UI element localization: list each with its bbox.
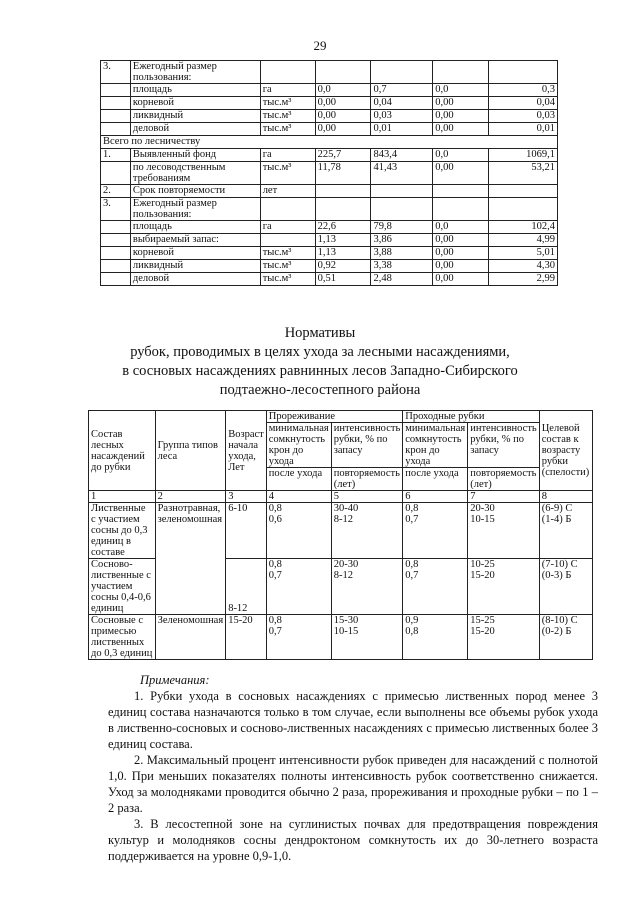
value-col-1: 1,13 <box>315 247 371 260</box>
value-total <box>489 198 558 221</box>
value-col-1: 0,00 <box>315 110 371 123</box>
row-label: Ежегодный размер пользования: <box>130 198 260 221</box>
volume-row <box>101 162 558 185</box>
row-label: деловой <box>130 273 260 286</box>
row-number <box>101 84 131 97</box>
row-number: 3. <box>101 61 131 84</box>
header-start-age: Возраст начала ухода, Лет <box>226 411 267 491</box>
value-col-2 <box>371 61 433 84</box>
row-unit: тыс.м³ <box>260 247 315 260</box>
row-number <box>101 234 131 247</box>
row3-c4: 0,8 0,7 <box>266 615 331 660</box>
value-total: 4,99 <box>489 234 558 247</box>
value-col-1: 11,78 <box>315 162 371 185</box>
row-unit: тыс.м³ <box>260 273 315 286</box>
row-number <box>101 260 131 273</box>
thinning-norms-table <box>88 410 593 660</box>
row-label: Срок повторяемости <box>130 185 260 198</box>
row2-age: 8-12 <box>226 559 267 615</box>
column-number: 1 <box>89 491 156 503</box>
section-subtitle-2: в сосновых насаждениях равнинных лесов Западно-Сибирского <box>122 363 518 379</box>
header-thinning: Прореживание <box>266 411 402 423</box>
row3-c5: 15-30 10-15 <box>331 615 403 660</box>
volume-row <box>101 247 558 260</box>
row-label: выбираемый запас: <box>130 234 260 247</box>
header-thinning-repeat: повторяемость (лет) <box>331 468 403 491</box>
header-passage-cutting: Проходные рубки <box>403 411 539 423</box>
row-number <box>101 273 131 286</box>
value-col-2: 2,48 <box>371 273 433 286</box>
row-label: ликвидный <box>130 260 260 273</box>
row-label: корневой <box>130 97 260 110</box>
value-col-3: 0,00 <box>433 247 489 260</box>
header-passage-after: после ухода <box>403 468 468 491</box>
row-label: корневой <box>130 247 260 260</box>
volume-row <box>101 61 558 84</box>
row3-age: 15-20 <box>226 615 267 660</box>
row-label: площадь <box>130 221 260 234</box>
value-col-3 <box>433 185 489 198</box>
row-number <box>101 247 131 260</box>
note-1: 1. Рубки ухода в сосновых насаждениях с примесью лиственных пород менее 3 единиц состава назначаются только в том случае, если выполнены все объемы рубок ухода в лиственно-сосновых и сосново-лиственных насаждениях с примесью лиственных более 3 единиц состава. <box>108 689 598 751</box>
notes-heading: Примечания: <box>140 673 210 687</box>
row-unit <box>260 234 315 247</box>
value-col-1 <box>315 61 371 84</box>
volume-row <box>101 185 558 198</box>
header-thinning-intensity: интенсивность рубки, % по запасу <box>331 423 403 468</box>
row-number: 3. <box>101 198 131 221</box>
row2-c6: 0,8 0,7 <box>403 559 468 615</box>
row-unit: тыс.м³ <box>260 97 315 110</box>
notes-section <box>108 672 598 864</box>
value-col-1: 0,00 <box>315 97 371 110</box>
row2-c4: 0,8 0,7 <box>266 559 331 615</box>
value-col-2: 0,01 <box>371 123 433 136</box>
column-number: 3 <box>226 491 267 503</box>
header-passage-min-closure: минимальная сомкнутость крон до ухода <box>403 423 468 468</box>
row1-c4: 0,8 0,6 <box>266 503 331 559</box>
value-total: 0,01 <box>489 123 558 136</box>
row3-c6: 0,9 0,8 <box>403 615 468 660</box>
section-title: Нормативы <box>284 325 356 341</box>
header-thinning-after: после ухода <box>266 468 331 491</box>
row-unit: лет <box>260 185 315 198</box>
value-col-1: 22,6 <box>315 221 371 234</box>
row1-age: 6-10 <box>226 503 267 559</box>
value-col-2: 3,86 <box>371 234 433 247</box>
value-col-2: 79,8 <box>371 221 433 234</box>
value-col-3: 0,00 <box>433 260 489 273</box>
value-total: 2,99 <box>489 273 558 286</box>
row1-c8: (6-9) С (1-4) Б <box>539 503 592 559</box>
row-number <box>101 221 131 234</box>
row-label: Выявленный фонд <box>130 149 260 162</box>
row-unit <box>260 198 315 221</box>
note-2: 2. Максимальный процент интенсивности рубок приведен для насаждений с полнотой 1,0. При меньших показателях полноты интенсивность рубок соответственно снижается. Уход за молодняками проводится обычно 2 раза, прореживания и проходные рубки – по 1 – 2 раза. <box>108 753 598 815</box>
column-number: 4 <box>266 491 331 503</box>
row-unit: га <box>260 221 315 234</box>
value-total: 102,4 <box>489 221 558 234</box>
row1-c5: 30-40 8-12 <box>331 503 403 559</box>
row2-c7: 10-25 15-20 <box>468 559 540 615</box>
row-number <box>101 97 131 110</box>
row1-c7: 20-30 10-15 <box>468 503 540 559</box>
row-label: площадь <box>130 84 260 97</box>
value-col-1: 0,92 <box>315 260 371 273</box>
value-col-2: 0,7 <box>371 84 433 97</box>
row-number <box>101 123 131 136</box>
row1-c6: 0,8 0,7 <box>403 503 468 559</box>
row-label: деловой <box>130 123 260 136</box>
row2-composition: Сосново-лиственные с участием сосны 0,4-0,6 единиц <box>89 559 156 615</box>
row-number: 1. <box>101 149 131 162</box>
value-total: 0,04 <box>489 97 558 110</box>
value-col-1 <box>315 198 371 221</box>
value-col-2: 843,4 <box>371 149 433 162</box>
value-col-3: 0,00 <box>433 162 489 185</box>
row-number <box>101 110 131 123</box>
value-total: 4,30 <box>489 260 558 273</box>
value-total <box>489 185 558 198</box>
row-unit: га <box>260 149 315 162</box>
value-col-3 <box>433 198 489 221</box>
volume-row <box>101 149 558 162</box>
row3-c8: (8-10) С (0-2) Б <box>539 615 592 660</box>
row-unit: тыс.м³ <box>260 260 315 273</box>
volume-row <box>101 260 558 273</box>
volume-row <box>101 110 558 123</box>
column-number: 5 <box>331 491 403 503</box>
value-col-3: 0,00 <box>433 97 489 110</box>
value-col-1: 0,51 <box>315 273 371 286</box>
volume-row <box>101 234 558 247</box>
section-subtitle-3: подтаежно-лесостепного района <box>219 382 421 398</box>
value-col-2: 41,43 <box>371 162 433 185</box>
volume-row <box>101 273 558 286</box>
value-total: 0,3 <box>489 84 558 97</box>
value-total: 53,21 <box>489 162 558 185</box>
value-total: 0,03 <box>489 110 558 123</box>
value-col-3: 0,00 <box>433 110 489 123</box>
value-col-3: 0,00 <box>433 234 489 247</box>
value-col-1: 0,0 <box>315 84 371 97</box>
value-col-2: 3,38 <box>371 260 433 273</box>
value-col-3: 0,0 <box>433 221 489 234</box>
value-col-1: 225,7 <box>315 149 371 162</box>
volume-row <box>101 123 558 136</box>
row-unit: га <box>260 84 315 97</box>
header-forest-group: Группа типов леса <box>155 411 226 491</box>
section-row-label: Всего по лесничеству <box>101 136 558 149</box>
row-number: 2. <box>101 185 131 198</box>
page-number: 29 <box>313 38 327 53</box>
value-col-3: 0,0 <box>433 149 489 162</box>
row2-c8: (7-10) С (0-3) Б <box>539 559 592 615</box>
header-thinning-min-closure: минимальная сомкнутость крон до ухода <box>266 423 331 468</box>
volume-row <box>101 84 558 97</box>
value-col-2: 3,88 <box>371 247 433 260</box>
value-col-3: 0,0 <box>433 84 489 97</box>
row3-c7: 15-25 15-20 <box>468 615 540 660</box>
column-number: 2 <box>155 491 226 503</box>
value-col-1: 0,00 <box>315 123 371 136</box>
volume-row <box>101 97 558 110</box>
row-number <box>101 162 131 185</box>
row-label: Ежегодный размер пользования: <box>130 61 260 84</box>
header-target-composition: Целевой состав к возрасту рубки (спелости) <box>539 411 592 491</box>
row-unit: тыс.м³ <box>260 110 315 123</box>
value-total <box>489 61 558 84</box>
value-col-3: 0,00 <box>433 273 489 286</box>
section-subtitle-1: рубок, проводимых в целях ухода за лесными насаждениями, <box>130 344 510 360</box>
header-passage-repeat: повторяемость (лет) <box>468 468 540 491</box>
row-unit: тыс.м³ <box>260 123 315 136</box>
value-col-2 <box>371 185 433 198</box>
value-col-1 <box>315 185 371 198</box>
column-number: 8 <box>539 491 592 503</box>
forestry-volume-table <box>100 60 558 286</box>
row1-composition: Лиственные с участием сосны до 0,3 единиц в составе <box>89 503 156 559</box>
row-unit <box>260 61 315 84</box>
column-number: 6 <box>403 491 468 503</box>
volume-row <box>101 198 558 221</box>
header-passage-intensity: интенсивность рубки, % по запасу <box>468 423 540 468</box>
row1-group: Разнотравная, зеленомошная <box>155 503 226 615</box>
row-unit: тыс.м³ <box>260 162 315 185</box>
value-col-1: 1,13 <box>315 234 371 247</box>
value-total: 1069,1 <box>489 149 558 162</box>
row2-c5: 20-30 8-12 <box>331 559 403 615</box>
value-col-2 <box>371 198 433 221</box>
value-col-2: 0,04 <box>371 97 433 110</box>
row-label: по лесоводственным требованиям <box>130 162 260 185</box>
value-col-2: 0,03 <box>371 110 433 123</box>
header-composition: Состав лесных насаждений до рубки <box>89 411 156 491</box>
row3-group: Зеленомошная <box>155 615 226 660</box>
row3-composition: Сосновые с примесью лиственных до 0,3 единиц <box>89 615 156 660</box>
row-label: ликвидный <box>130 110 260 123</box>
volume-row <box>101 136 558 149</box>
value-total: 5,01 <box>489 247 558 260</box>
value-col-3: 0,00 <box>433 123 489 136</box>
note-3: 3. В лесостепной зоне на суглинистых почвах для предотвращения повреждения культур и молодняков сосны дендроктоном сомкнутость их до 30-летнего возраста поддерживается на уровне 0,9-1,0. <box>108 817 598 863</box>
volume-row <box>101 221 558 234</box>
column-number: 7 <box>468 491 540 503</box>
value-col-3 <box>433 61 489 84</box>
